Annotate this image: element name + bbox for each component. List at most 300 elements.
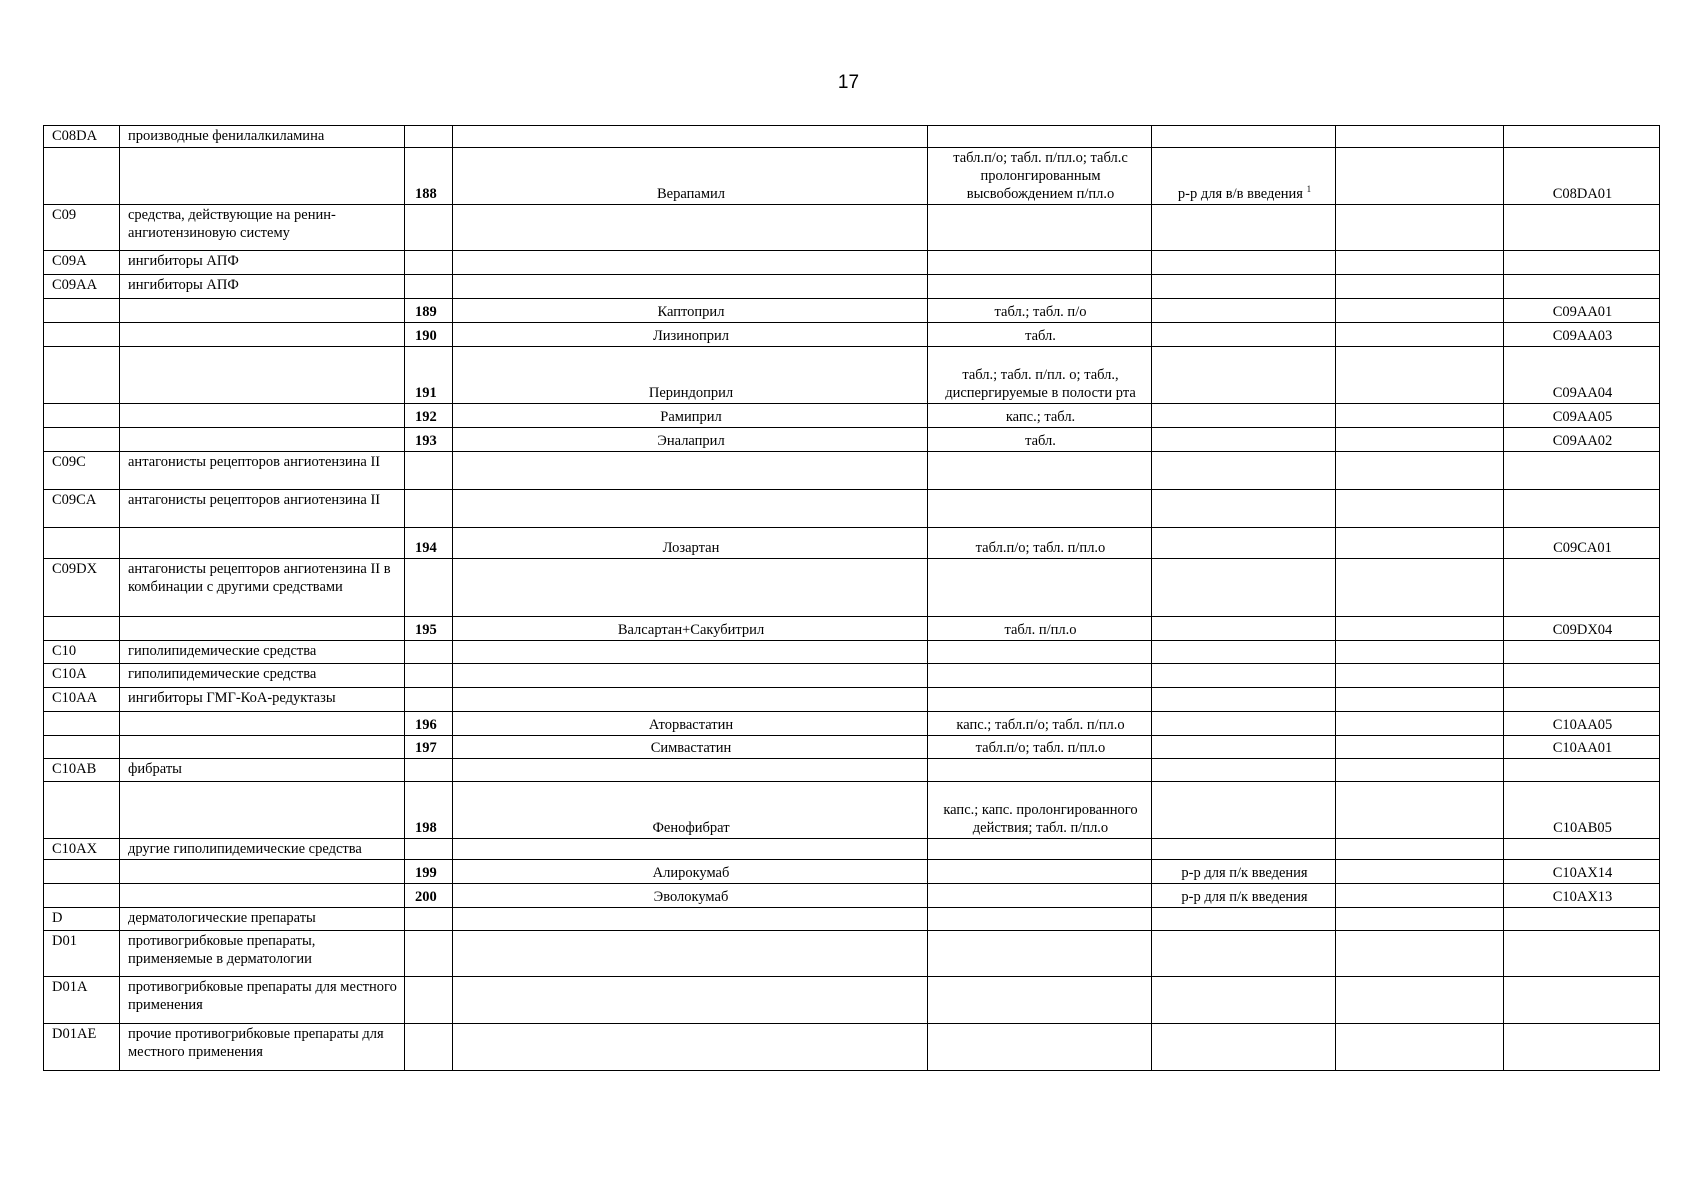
item-number-cell [405,860,453,884]
item-number-cell [405,664,453,688]
empty-cell [1336,452,1504,490]
table-row [44,759,1660,782]
atc-group-code-cell [44,782,120,839]
table-row [44,559,1660,617]
group-name-cell [120,664,405,688]
dosage-form-cell [928,428,1152,452]
route-form-cell [1152,528,1336,559]
atc-code-cell [1504,688,1660,712]
item-number-cell [405,908,453,931]
atc-group-code-cell [44,404,120,428]
atc-code-text: C09AA03 [1552,328,1613,344]
item-number-cell [405,736,453,759]
table-row [44,251,1660,275]
atc-group-code-cell [44,126,120,148]
atc-code-cell [1504,528,1660,559]
table-row [44,347,1660,404]
drug-name-text: Периндоприл [648,385,734,401]
route-form-cell [1152,712,1336,736]
group-name-cell [120,559,405,617]
dosage-form-cell [928,931,1152,977]
table-row [44,452,1660,490]
atc-group-code-cell [44,559,120,617]
item-number-cell [405,977,453,1024]
table-row [44,736,1660,759]
group-name-text: противогрибковые препараты, применяемые в дерматологии [128,933,316,967]
route-form-cell [1152,688,1336,712]
group-name-cell [120,1024,405,1071]
drug-name-text: Лизиноприл [652,328,730,344]
item-number-cell [405,528,453,559]
table-row [44,205,1660,251]
group-name-cell [120,251,405,275]
drug-name-cell [453,931,928,977]
route-form-cell [1152,404,1336,428]
drug-name-cell [453,251,928,275]
route-form-cell [1152,977,1336,1024]
atc-code-text: C09AA02 [1552,433,1613,449]
atc-group-code-cell [44,275,120,299]
dosage-form-text: табл. [1025,328,1056,344]
atc-group-code-text: C10AB [52,761,97,777]
empty-cell [1336,860,1504,884]
item-number-cell [405,1024,453,1071]
drug-name-cell [453,617,928,641]
item-number-cell [405,205,453,251]
item-number-text: 188 [415,186,437,202]
route-form-cell [1152,205,1336,251]
item-number-text: 200 [415,889,437,905]
drug-name-cell [453,977,928,1024]
dosage-form-cell [928,1024,1152,1071]
atc-code-cell [1504,452,1660,490]
empty-cell [1336,299,1504,323]
empty-cell [1336,641,1504,664]
atc-code-text: C10AA05 [1552,717,1613,733]
atc-group-code-text: C10A [52,666,87,682]
group-name-cell [120,908,405,931]
atc-code-text: C09AA04 [1552,385,1613,401]
drug-name-text: Верапамил [657,186,725,202]
route-form-cell [1152,347,1336,404]
atc-group-code-cell [44,428,120,452]
item-number-cell [405,688,453,712]
item-number-cell [405,428,453,452]
atc-group-code-cell [44,347,120,404]
atc-group-code-cell [44,299,120,323]
atc-code-cell [1504,323,1660,347]
item-number-cell [405,275,453,299]
drug-name-cell [453,528,928,559]
route-form-cell [1152,323,1336,347]
route-form-cell [1152,759,1336,782]
atc-code-text: C10AX14 [1552,865,1613,881]
empty-cell [1336,275,1504,299]
item-number-cell [405,347,453,404]
atc-code-cell [1504,559,1660,617]
item-number-cell [405,490,453,528]
atc-code-text: C08DA01 [1552,186,1613,202]
drug-name-text: Эналаприл [657,433,725,449]
atc-code-text: C09DX04 [1552,622,1613,638]
empty-cell [1336,782,1504,839]
atc-group-code-cell [44,736,120,759]
group-name-text: другие гиполипидемические средства [128,841,362,857]
route-form-cell [1152,884,1336,908]
atc-code-cell [1504,126,1660,148]
atc-group-code-text: C09A [52,253,87,269]
empty-cell [1336,712,1504,736]
route-form-cell [1152,452,1336,490]
atc-group-code-cell [44,908,120,931]
atc-code-cell [1504,782,1660,839]
dosage-form-cell [928,205,1152,251]
group-name-cell [120,688,405,712]
item-number-text: 199 [415,865,437,881]
table-row [44,490,1660,528]
group-name-cell [120,452,405,490]
drug-name-cell [453,908,928,931]
item-number-cell [405,126,453,148]
empty-cell [1336,1024,1504,1071]
dosage-form-text: капс.; табл.п/о; табл. п/пл.о [956,717,1125,733]
item-number-text: 194 [415,540,437,556]
drug-name-cell [453,452,928,490]
atc-code-cell [1504,839,1660,860]
dosage-form-cell [928,275,1152,299]
route-form-cell [1152,860,1336,884]
route-form-cell [1152,428,1336,452]
atc-group-code-text: C09 [52,207,77,223]
table-body [44,126,1660,1071]
drug-name-cell [453,759,928,782]
drug-name-cell [453,641,928,664]
group-name-cell [120,205,405,251]
drug-list-table [43,125,1660,1071]
atc-code-cell [1504,712,1660,736]
table-row [44,428,1660,452]
table-row [44,908,1660,931]
group-name-cell [120,641,405,664]
atc-code-text: C09AA05 [1552,409,1613,425]
dosage-form-cell [928,712,1152,736]
atc-group-code-cell [44,688,120,712]
group-name-text: антагонисты рецепторов ангиотензина II в комбинации с другими средствами [128,561,391,595]
dosage-form-cell [928,839,1152,860]
item-number-text: 197 [415,740,437,756]
item-number-text: 190 [415,328,437,344]
group-name-cell [120,299,405,323]
empty-cell [1336,404,1504,428]
dosage-form-cell [928,404,1152,428]
drug-name-cell [453,275,928,299]
item-number-cell [405,931,453,977]
atc-code-cell [1504,931,1660,977]
item-number-cell [405,452,453,490]
dosage-form-cell [928,323,1152,347]
group-name-text: противогрибковые препараты для местного применения [128,979,397,1013]
group-name-cell [120,126,405,148]
atc-code-cell [1504,1024,1660,1071]
group-name-text: дерматологические препараты [128,910,316,926]
dosage-form-cell [928,860,1152,884]
table-row [44,1024,1660,1071]
page-number: 17 [837,72,860,93]
group-name-text: фибраты [128,761,182,777]
empty-cell [1336,617,1504,641]
table-row [44,931,1660,977]
atc-code-cell [1504,404,1660,428]
drug-name-text: Алирокумаб [652,865,730,881]
atc-group-code-cell [44,641,120,664]
table-row [44,688,1660,712]
route-form-cell [1152,664,1336,688]
group-name-cell [120,404,405,428]
drug-name-cell [453,490,928,528]
route-form-cell [1152,299,1336,323]
atc-group-code-cell [44,884,120,908]
dosage-form-cell [928,452,1152,490]
drug-name-cell [453,148,928,205]
dosage-form-cell [928,528,1152,559]
item-number-text: 195 [415,622,437,638]
item-number-cell [405,782,453,839]
group-name-cell [120,712,405,736]
group-name-text: гиполипидемические средства [128,643,317,659]
atc-group-code-cell [44,251,120,275]
atc-group-code-cell [44,931,120,977]
atc-group-code-cell [44,1024,120,1071]
table-row [44,528,1660,559]
drug-name-text: Валсартан+Сакубитрил [617,622,765,638]
empty-cell [1336,205,1504,251]
empty-cell [1336,931,1504,977]
group-name-cell [120,884,405,908]
route-form-cell [1152,736,1336,759]
table-row [44,712,1660,736]
item-number-cell [405,839,453,860]
dosage-form-cell [928,490,1152,528]
dosage-form-cell [928,641,1152,664]
atc-code-cell [1504,908,1660,931]
empty-cell [1336,347,1504,404]
group-name-cell [120,839,405,860]
empty-cell [1336,736,1504,759]
item-number-cell [405,299,453,323]
empty-cell [1336,839,1504,860]
drug-name-cell [453,688,928,712]
item-number-cell [405,759,453,782]
dosage-form-cell [928,782,1152,839]
drug-name-cell [453,404,928,428]
atc-code-cell [1504,347,1660,404]
group-name-cell [120,490,405,528]
item-number-text: 189 [415,304,437,320]
route-form-cell [1152,275,1336,299]
atc-group-code-text: C09CA [52,492,97,508]
group-name-text: средства, действующие на ренин-ангиотензиновую систему [128,207,336,241]
item-number-cell [405,884,453,908]
group-name-cell [120,347,405,404]
item-number-text: 196 [415,717,437,733]
atc-code-text: C10AB05 [1553,820,1612,836]
drug-name-cell [453,559,928,617]
drug-name-cell [453,664,928,688]
drug-name-text: Аторвастатин [648,717,734,733]
atc-code-cell [1504,977,1660,1024]
drug-name-text: Симвастатин [650,740,732,756]
drug-name-cell [453,884,928,908]
atc-group-code-cell [44,712,120,736]
drug-name-cell [453,347,928,404]
drug-name-cell [453,205,928,251]
dosage-form-text: табл.; табл. п/о [994,304,1087,320]
atc-code-cell [1504,490,1660,528]
group-name-cell [120,617,405,641]
dosage-form-text: табл.п/о; табл. п/пл.о [975,540,1106,556]
dosage-form-cell [928,617,1152,641]
group-name-text: прочие противогрибковые препараты для местного применения [128,1026,384,1060]
atc-group-code-text: C10AX [52,841,98,857]
atc-code-cell [1504,759,1660,782]
item-number-cell [405,617,453,641]
empty-cell [1336,759,1504,782]
table-row [44,782,1660,839]
atc-group-code-text: C09AA [52,277,98,293]
empty-cell [1336,528,1504,559]
atc-group-code-text: D01 [52,933,77,949]
atc-group-code-cell [44,490,120,528]
atc-group-code-text: C09C [52,454,86,470]
route-form-text: р-р для в/в введения [1177,186,1303,202]
dosage-form-cell [928,299,1152,323]
group-name-cell [120,860,405,884]
empty-cell [1336,490,1504,528]
group-name-cell [120,977,405,1024]
item-number-cell [405,641,453,664]
atc-code-text: C10AA01 [1552,740,1613,756]
atc-code-cell [1504,251,1660,275]
route-form-cell [1152,931,1336,977]
route-form-cell [1152,839,1336,860]
item-number-cell [405,559,453,617]
dosage-form-cell [928,664,1152,688]
footnote-marker: 1 [1306,184,1312,195]
group-name-text: ингибиторы ГМГ-КоА-редуктазы [128,690,336,706]
dosage-form-cell [928,736,1152,759]
atc-code-cell [1504,617,1660,641]
dosage-form-cell [928,759,1152,782]
drug-name-cell [453,299,928,323]
dosage-form-text: табл.п/о; табл. п/пл.о [975,740,1106,756]
item-number-text: 191 [415,385,437,401]
empty-cell [1336,428,1504,452]
atc-code-cell [1504,205,1660,251]
atc-group-code-cell [44,839,120,860]
table-row [44,641,1660,664]
table-row [44,323,1660,347]
empty-cell [1336,323,1504,347]
table-row [44,977,1660,1024]
item-number-text: 192 [415,409,437,425]
dosage-form-cell [928,688,1152,712]
empty-cell [1336,908,1504,931]
atc-group-code-cell [44,323,120,347]
atc-group-code-cell [44,452,120,490]
drug-name-cell [453,126,928,148]
item-number-cell [405,251,453,275]
atc-group-code-text: C08DA [52,128,98,144]
route-form-cell [1152,1024,1336,1071]
atc-code-cell [1504,428,1660,452]
atc-group-code-cell [44,759,120,782]
route-form-cell [1152,617,1336,641]
group-name-cell [120,148,405,205]
group-name-text: производные фенилалкиламина [128,128,325,144]
atc-group-code-text: D01AE [52,1026,97,1042]
route-form-cell [1152,559,1336,617]
dosage-form-cell [928,908,1152,931]
drug-name-cell [453,323,928,347]
table-row [44,860,1660,884]
drug-name-cell [453,860,928,884]
drug-name-text: Фенофибрат [652,820,730,836]
dosage-form-text: табл.п/о; табл. п/пл.о; табл.с пролонгированным высвобождением п/пл.о [953,150,1128,202]
drug-name-text: Лозартан [662,540,720,556]
atc-code-cell [1504,641,1660,664]
empty-cell [1336,688,1504,712]
group-name-cell [120,736,405,759]
atc-code-cell [1504,299,1660,323]
empty-cell [1336,251,1504,275]
route-form-text: р-р для п/к введения [1181,889,1308,905]
dosage-form-text: капс.; капс. пролонгированного действия; табл. п/пл.о [943,802,1138,836]
group-name-cell [120,428,405,452]
dosage-form-cell [928,559,1152,617]
table-row [44,839,1660,860]
dosage-form-cell [928,251,1152,275]
atc-group-code-text: D01A [52,979,88,995]
atc-code-cell [1504,148,1660,205]
route-form-cell [1152,782,1336,839]
table-row [44,884,1660,908]
item-number-cell [405,323,453,347]
atc-group-code-cell [44,860,120,884]
empty-cell [1336,559,1504,617]
atc-code-text: C09CA01 [1553,540,1612,556]
group-name-cell [120,275,405,299]
table-row [44,664,1660,688]
atc-group-code-cell [44,617,120,641]
empty-cell [1336,977,1504,1024]
route-form-cell [1152,908,1336,931]
atc-group-code-cell [44,528,120,559]
group-name-cell [120,759,405,782]
drug-name-text: Эволокумаб [653,889,729,905]
atc-group-code-text: C09DX [52,561,98,577]
atc-code-cell [1504,736,1660,759]
atc-group-code-text: C10AA [52,690,98,706]
atc-group-code-cell [44,148,120,205]
route-form-cell [1152,641,1336,664]
route-form-cell [1152,126,1336,148]
dosage-form-text: табл.; табл. п/пл. о; табл., диспергируемые в полости рта [945,367,1136,401]
atc-code-text: C09AA01 [1552,304,1613,320]
atc-code-cell [1504,664,1660,688]
dosage-form-cell [928,148,1152,205]
atc-group-code-text: C10 [52,643,77,659]
atc-code-cell [1504,275,1660,299]
